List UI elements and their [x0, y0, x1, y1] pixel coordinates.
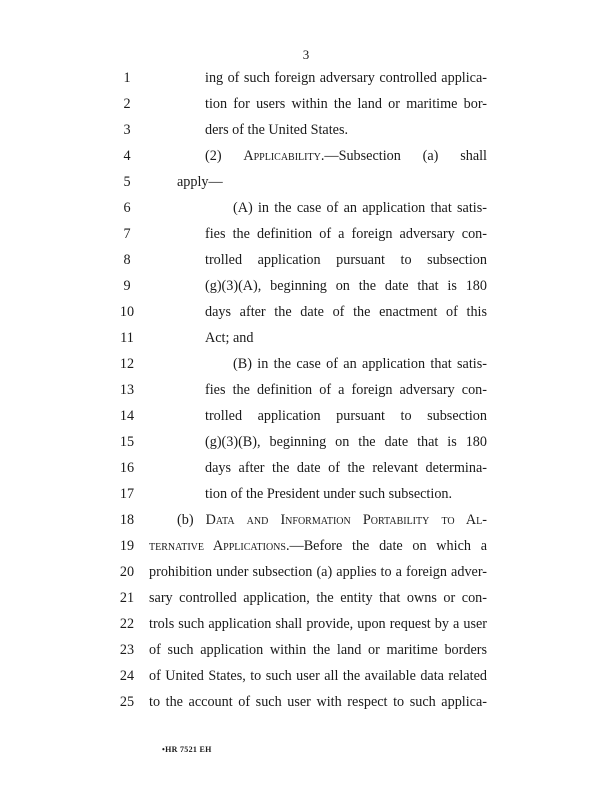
line-text [149, 616, 487, 633]
line-text [205, 70, 487, 87]
text-run: days after the date of the enactment of this [205, 304, 487, 320]
text-run: fies the definition of a foreign adversary con- [205, 226, 487, 242]
line-number: 6 [123, 200, 131, 216]
line-10 [0, 304, 612, 324]
line-20 [0, 564, 612, 584]
line-number: 11 [120, 330, 134, 346]
text-run: tion of the President under such subsection. [205, 486, 453, 502]
line-number: 16 [119, 460, 135, 476]
line-number: 4 [123, 148, 131, 164]
text-run: (2) [205, 148, 244, 164]
line-number: 22 [119, 616, 135, 632]
line-text [205, 252, 487, 269]
text-run: ders of the United States. [205, 122, 349, 138]
small-caps-heading: Data and Information Portability to Al- [205, 512, 488, 528]
line-text [149, 538, 487, 555]
line-number: 24 [119, 668, 135, 684]
line-8 [0, 252, 612, 272]
line-22 [0, 616, 612, 636]
text-run: to the account of such user with respect to such applica- [149, 694, 487, 710]
line-text [205, 226, 487, 243]
line-14 [0, 408, 612, 428]
line-text [205, 148, 487, 165]
line-17 [0, 486, 612, 506]
line-text [205, 382, 487, 399]
line-2 [0, 96, 612, 116]
text-run: apply— [177, 174, 223, 190]
text-run: tion for users within the land or maritime bor- [205, 96, 487, 112]
line-number: 12 [119, 356, 135, 372]
text-run: .—Before the date on which a [285, 538, 487, 554]
line-9 [0, 278, 612, 298]
line-4 [0, 148, 612, 168]
text-run: (A) in the case of an application that satis- [233, 200, 487, 216]
line-number: 9 [123, 278, 131, 294]
text-run: ing of such foreign adversary controlled applica- [205, 70, 487, 86]
text-run: prohibition under subsection (a) applies to a foreign adver- [149, 564, 487, 580]
line-number: 13 [119, 382, 135, 398]
text-run: .—Subsection (a) shall [320, 148, 487, 164]
line-text [177, 512, 487, 529]
line-19 [0, 538, 612, 558]
text-run: trolled application pursuant to subsection [205, 252, 487, 268]
line-number: 2 [123, 96, 131, 112]
line-number: 20 [119, 564, 135, 580]
line-number: 10 [119, 304, 135, 320]
line-number: 25 [119, 694, 135, 710]
line-13 [0, 382, 612, 402]
text-run: (g)(3)(B), beginning on the date that is 180 [205, 434, 487, 450]
line-text [205, 460, 487, 477]
line-16 [0, 460, 612, 480]
text-run: trols such application shall provide, upon request by a user [149, 616, 487, 632]
line-number: 18 [119, 512, 135, 528]
line-25 [0, 694, 612, 714]
line-text [205, 278, 487, 295]
line-text [205, 330, 487, 347]
text-run: Act; and [205, 330, 254, 346]
bill-footer-identifier: •HR 7521 EH [162, 745, 212, 754]
line-text [205, 304, 487, 321]
line-number: 23 [119, 642, 135, 658]
line-24 [0, 668, 612, 688]
line-number: 1 [123, 70, 131, 86]
line-number: 8 [123, 252, 131, 268]
line-number: 5 [123, 174, 131, 190]
line-12 [0, 356, 612, 376]
line-3 [0, 122, 612, 142]
line-number: 21 [119, 590, 135, 606]
small-caps-heading: Applicability [243, 148, 321, 164]
text-run: trolled application pursuant to subsection [205, 408, 487, 424]
line-7 [0, 226, 612, 246]
line-1 [0, 70, 612, 90]
small-caps-heading: ternative Applications [149, 538, 286, 554]
line-18 [0, 512, 612, 532]
line-21 [0, 590, 612, 610]
line-text [205, 122, 487, 139]
text-run: of United States, to such user all the available data related [149, 668, 487, 684]
line-text [149, 590, 487, 607]
line-text [205, 486, 487, 503]
line-text [149, 668, 487, 685]
line-23 [0, 642, 612, 662]
line-number: 3 [123, 122, 131, 138]
line-text [205, 408, 487, 425]
line-text [177, 174, 487, 191]
text-run: sary controlled application, the entity that owns or con- [149, 590, 487, 606]
line-11 [0, 330, 612, 350]
line-text [149, 694, 487, 711]
text-run: of such application within the land or maritime borders [149, 642, 487, 658]
line-text [149, 642, 487, 659]
text-run: days after the date of the relevant determina- [205, 460, 487, 476]
page-number: 3 [302, 47, 310, 62]
line-15 [0, 434, 612, 454]
text-run: fies the definition of a foreign adversary con- [205, 382, 487, 398]
line-number: 15 [119, 434, 135, 450]
line-text [205, 96, 487, 113]
line-6 [0, 200, 612, 220]
text-run: (b) [177, 512, 206, 528]
line-text [233, 356, 487, 373]
line-number: 7 [123, 226, 131, 242]
line-number: 19 [119, 538, 135, 554]
text-run: (g)(3)(A), beginning on the date that is 180 [205, 278, 487, 294]
line-text [233, 200, 487, 217]
line-number: 14 [119, 408, 135, 424]
line-number: 17 [119, 486, 135, 502]
line-5 [0, 174, 612, 194]
line-text [149, 564, 487, 581]
text-run: (B) in the case of an application that satis- [233, 356, 487, 372]
line-text [205, 434, 487, 451]
